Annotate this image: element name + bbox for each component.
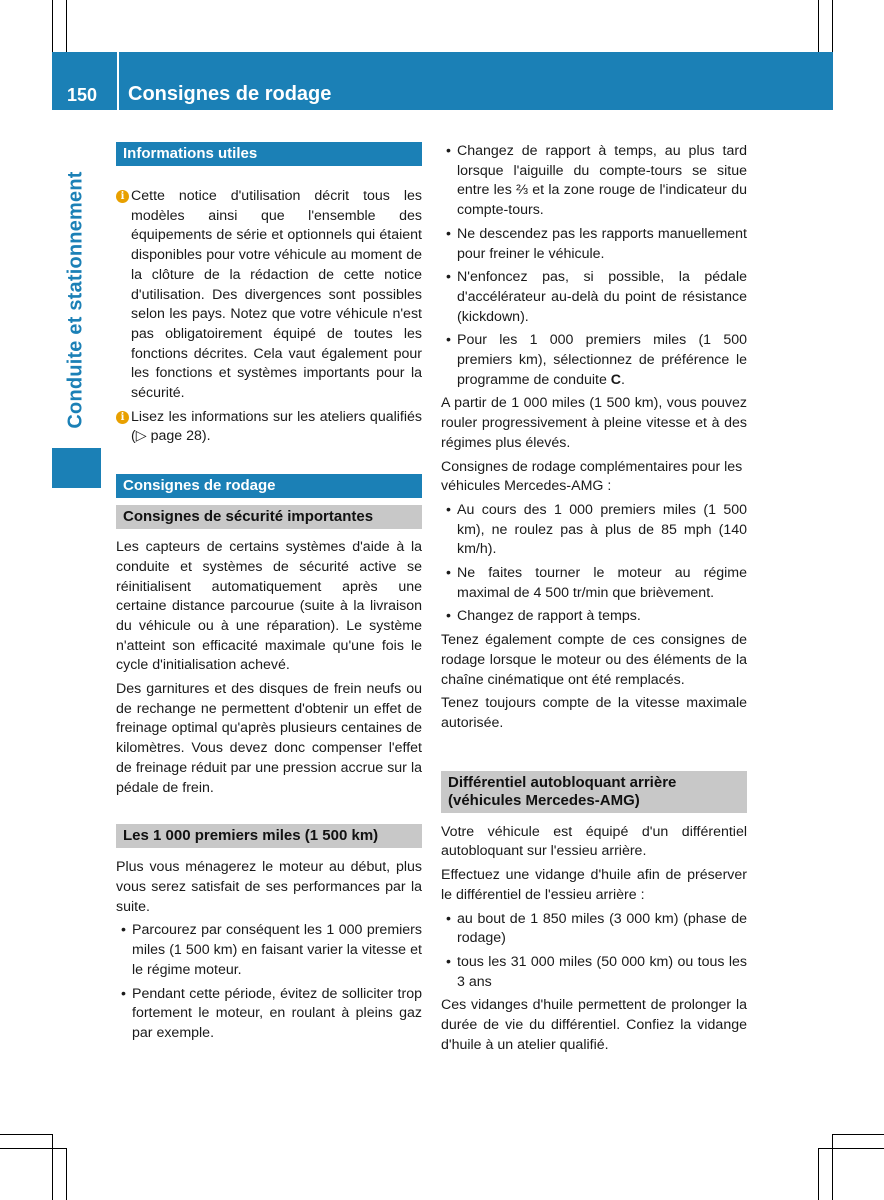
crop-mark: [818, 0, 819, 52]
subheading-differential: Différentiel autobloquant arrière (véhicules Mercedes-AMG): [441, 771, 747, 813]
page-number: 150: [66, 85, 98, 105]
info-note: [116, 187, 422, 404]
info-note-text: Cette notice d'utilisation décrit tous les modèles ainsi que l'ensemble des équipements de série et optionnels qui étaient disponibles pour votre véhicule au moment de la clôture de la rédaction de cette notice d'utilisation. Des divergences sont possibles selon les pays. Notez que votre véhicule n'est pas obligatoirement équipé de toutes les fonctions décrites. Cela vaut également pour les fonctions et systèmes importants pour la sécurité.: [131, 188, 422, 402]
security-paragraph: Les capteurs de certains systèmes d'aide à la conduite et systèmes de sécurité active se réinitialisent automatiquement après une certaine distance parcourue (suite à la livraison du véhicule ou à une réparation). Le système n'atteint son efficacité maximale qu'une fois le cycle d'initialisation achevé.: [116, 539, 422, 674]
info-icon: i: [116, 190, 129, 203]
differential-paragraph: Effectuez une vidange d'huile afin de préserver le différentiel de l'essieu arrière :: [441, 867, 747, 903]
info-note-text: Lisez les informations sur les ateliers qualifiés (▷ page 28).: [131, 408, 422, 445]
list-item: • Pendant cette période, évitez de solliciter trop fortement le moteur, en roulant à pleins gaz par exemple.: [116, 985, 422, 1044]
list-item: • Changez de rapport à temps.: [441, 607, 747, 627]
oil-change-list: [441, 910, 747, 993]
list-item: • Ne faites tourner le moteur au régime maximal de 4 500 tr/min que brièvement.: [441, 564, 747, 603]
subheading-security: Consignes de sécurité importantes: [116, 505, 422, 529]
security-paragraph: Des garnitures et des disques de frein neufs ou de rechange ne permettent d'obtenir un effet de freinage optimal qu'après plusieurs centaines de kilomètres. Vous devez donc compenser l'effet de freinage réduit par une pression accrue sur la pédale de frein.: [116, 681, 422, 796]
first-miles-list: [116, 921, 422, 1043]
crop-mark: [818, 1148, 884, 1149]
shift-list: [441, 142, 747, 390]
subheading-first-miles: Les 1 000 premiers miles (1 500 km): [116, 824, 422, 848]
differential-paragraph: Votre véhicule est équipé d'un différentiel autobloquant sur l'essieu arrière.: [441, 823, 747, 860]
crop-mark: [832, 1134, 884, 1135]
left-column: [116, 142, 422, 1048]
amg-list: [441, 501, 747, 627]
info-note: [116, 408, 422, 447]
full-speed-paragraph: A partir de 1 000 miles (1 500 km), vous pouvez rouler progressivement à pleine vitesse et à des régimes plus élevés.: [441, 395, 747, 451]
list-item: • au bout de 1 850 miles (3 000 km) (phase de rodage): [441, 910, 747, 949]
header-divider: [117, 52, 119, 110]
crop-mark: [66, 1148, 67, 1200]
list-item: • tous les 31 000 miles (50 000 km) ou tous les 3 ans: [441, 953, 747, 992]
crop-mark: [818, 1148, 819, 1200]
list-item: • Parcourez par conséquent les 1 000 premiers miles (1 500 km) en faisant varier la vitesse et le régime moteur.: [116, 921, 422, 980]
side-tab-marker: [52, 448, 101, 488]
components-paragraph: Tenez également compte de ces consignes de rodage lorsque le moteur ou des éléments de la chaîne cinématique ont été remplacés.: [441, 632, 747, 688]
speed-paragraph: Tenez toujours compte de la vitesse maximale autorisée.: [441, 695, 747, 731]
page-title: Consignes de rodage: [128, 83, 332, 105]
info-icon: i: [116, 411, 129, 424]
crop-mark: [52, 0, 53, 52]
first-miles-intro: Plus vous ménagerez le moteur au début, plus vous serez satisfait de ses performances par la suite.: [116, 859, 422, 915]
amg-intro: Consignes de rodage complémentaires pour les véhicules Mercedes-AMG :: [441, 458, 743, 495]
crop-mark: [832, 1134, 833, 1200]
program-c-label: C: [610, 371, 622, 388]
list-item: • N'enfoncez pas, si possible, la pédale d'accélérateur au-delà du point de résistance (kickdown).: [441, 268, 747, 327]
side-tab-label: Conduite et stationnement: [64, 171, 87, 429]
differential-paragraph: Ces vidanges d'huile permettent de prolonger la durée de vie du différentiel. Confiez la vidange d'huile à un atelier qualifié.: [441, 997, 747, 1053]
section-heading-rodage: Consignes de rodage: [116, 474, 422, 498]
crop-mark: [52, 1134, 53, 1200]
crop-mark: [66, 0, 67, 52]
list-item: • Changez de rapport à temps, au plus tard lorsque l'aiguille du compte-tours se situe entre les ⅔ et la zone rouge de l'indicateur du compte-tours.: [441, 142, 747, 221]
list-item: • Ne descendez pas les rapports manuellement pour freiner le véhicule.: [441, 225, 747, 264]
list-item: [441, 331, 747, 390]
crop-mark: [0, 1134, 52, 1135]
list-item-end: .: [621, 371, 625, 388]
right-column: [441, 142, 747, 1059]
section-heading-info: Informations utiles: [116, 142, 422, 166]
crop-mark: [0, 1148, 66, 1149]
list-item: • Au cours des 1 000 premiers miles (1 500 km), ne roulez pas à plus de 85 mph (140 km/h).: [441, 501, 747, 560]
list-item-text: Pour les 1 000 premiers miles (1 500 premiers km), sélectionnez de préférence le programme de conduite: [457, 332, 747, 388]
crop-mark: [832, 0, 833, 52]
